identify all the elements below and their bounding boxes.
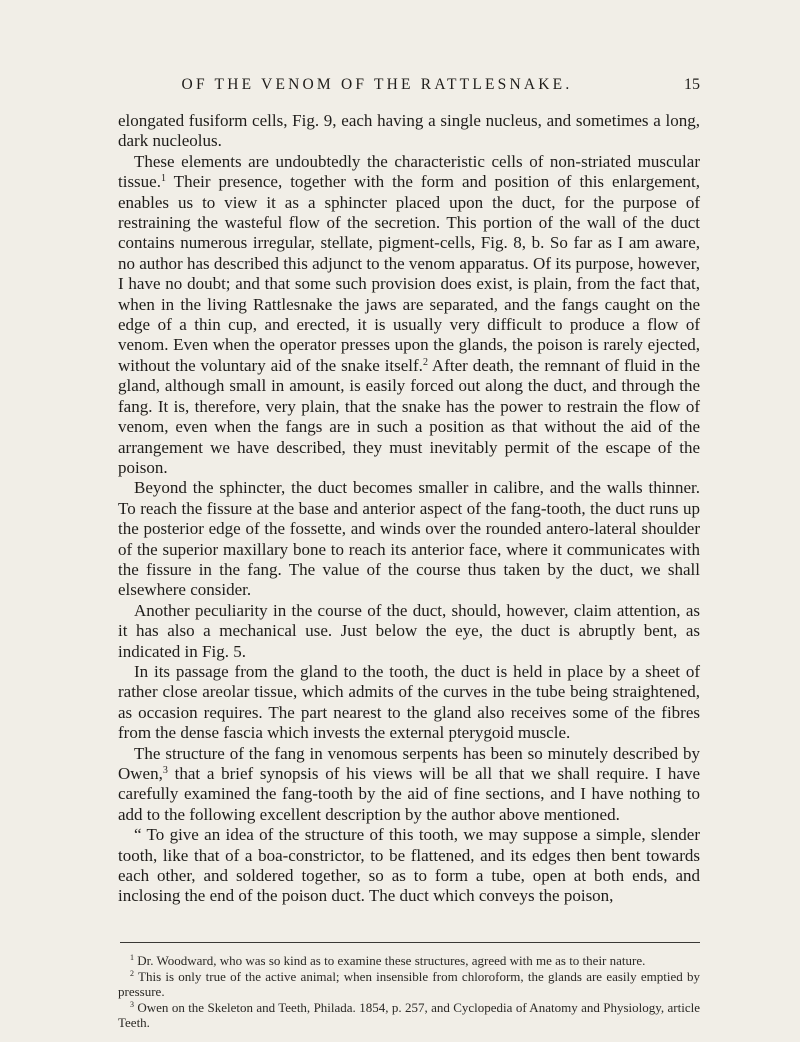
footnote-mark-1: 1 <box>130 953 134 962</box>
paragraph-2-start: These elements are undoubtedly the characteristic cells of non-striated muscular tissue. <box>118 151 700 192</box>
paragraph-5: In its passage from the gland to the tooth, the duct is held in place by a sheet of rather close areolar tissue, which admits of the curves in the tube being straightened, as occasion requires. The part nearest to the gland also receives some of the fibres from the dense fascia which invests the external pterygoid muscle. <box>118 661 700 743</box>
footnote-mark-3: 3 <box>130 1000 134 1009</box>
paragraph-3: Beyond the sphincter, the duct becomes smaller in calibre, and the walls thinner. To reach the fissure at the base and anterior aspect of the fang-tooth, the duct runs up the posterior edge of the fossette, and winds over the rounded antero-lateral shoulder of the superior maxillary bone to reach its anterior face, where it communicates with the fissure in the fang. The value of the course thus taken by the duct, we shall elsewhere consider. <box>118 478 700 600</box>
paragraph-2-end: After death, the remnant of fluid in the gland, although small in amount, is easily forced out along the duct, and through the fang. It is, therefore, very plain, that the snake has the power to restrain the flow of venom, even when the fangs are in such a position as that without the aid of the arrangement we have described, they must inevitably permit of the escape of the poison. <box>118 355 700 477</box>
paragraph-2 <box>118 152 700 479</box>
footnotes <box>118 953 700 1031</box>
paragraph-6-end: that a brief synopsis of his views will be all that we shall require. I have carefully examined the fang-tooth by the aid of fine sections, and I have nothing to add to the following excellent description by the author above mentioned. <box>118 764 700 824</box>
page-number: 15 <box>684 76 700 93</box>
paragraph-1: elongated fusiform cells, Fig. 9, each having a single nucleus, and sometimes a long, dark nucleolus. <box>118 111 700 151</box>
footnote-3 <box>118 1000 700 1030</box>
footnote-mark-2: 2 <box>130 969 134 978</box>
footnote-ref-1: 1 <box>160 173 166 185</box>
body-text <box>118 111 700 907</box>
footnote-1-text: Dr. Woodward, who was so kind as to examine these structures, agreed with me as to their nature. <box>137 953 646 968</box>
footnote-2-text: This is only true of the active animal; when insensible from chloroform, the glands are easily emptied by pressure. <box>118 969 700 999</box>
paragraph-7: “ To give an idea of the structure of this tooth, we may suppose a simple, slender tooth, like that of a boa-constrictor, to be flattened, and its edges then bent towards each other, and soldered together, so as to form a tube, open at both ends, and inclosing the end of the poison duct. The duct which conveys the poison, <box>118 825 700 906</box>
paragraph-2-middle: Their presence, together with the form and position of this enlargement, enables us to view it as a sphincter placed upon the duct, for the purpose of restraining the wasteful flow of the secretion. This portion of the wall of the duct contains numerous irregular, stellate, pigment-cells, Fig. 8, b. So far as I am aware, no author has described this adjunct to the venom apparatus. Of its purpose, however, I have no doubt; and that some such provision does exist, is plain, from the fact that, when in the living Rattlesnake the jaws are separated, and the fangs caught on the edge of a thin cup, and erected, it is usually very difficult to produce a flow of venom. Even when the operator presses upon the glands, the poison is rarely ejected, without the voluntary aid of the snake itself. <box>118 172 700 375</box>
footnote-2 <box>118 969 700 999</box>
footnote-ref-2: 2 <box>422 356 428 368</box>
paragraph-6 <box>118 744 700 826</box>
paragraph-6-start: The structure of the fang in venomous serpents has been so minutely described by Owen, <box>118 743 700 783</box>
paragraph-4: Another peculiarity in the course of the duct, should, however, claim attention, as it has also a mechanical use. Just below the eye, the duct is abruptly bent, as indicated in Fig. 5. <box>118 600 700 661</box>
footnote-1 <box>118 953 700 968</box>
footnote-ref-3: 3 <box>162 765 168 776</box>
running-title: OF THE VENOM OF THE RATTLESNAKE. <box>181 76 573 93</box>
footnote-separator <box>120 942 700 943</box>
footnote-3-text: Owen on the Skeleton and Teeth, Philada. 1854, p. 257, and Cyclopedia of Anatomy and Physiology, article Teeth. <box>118 1000 700 1030</box>
